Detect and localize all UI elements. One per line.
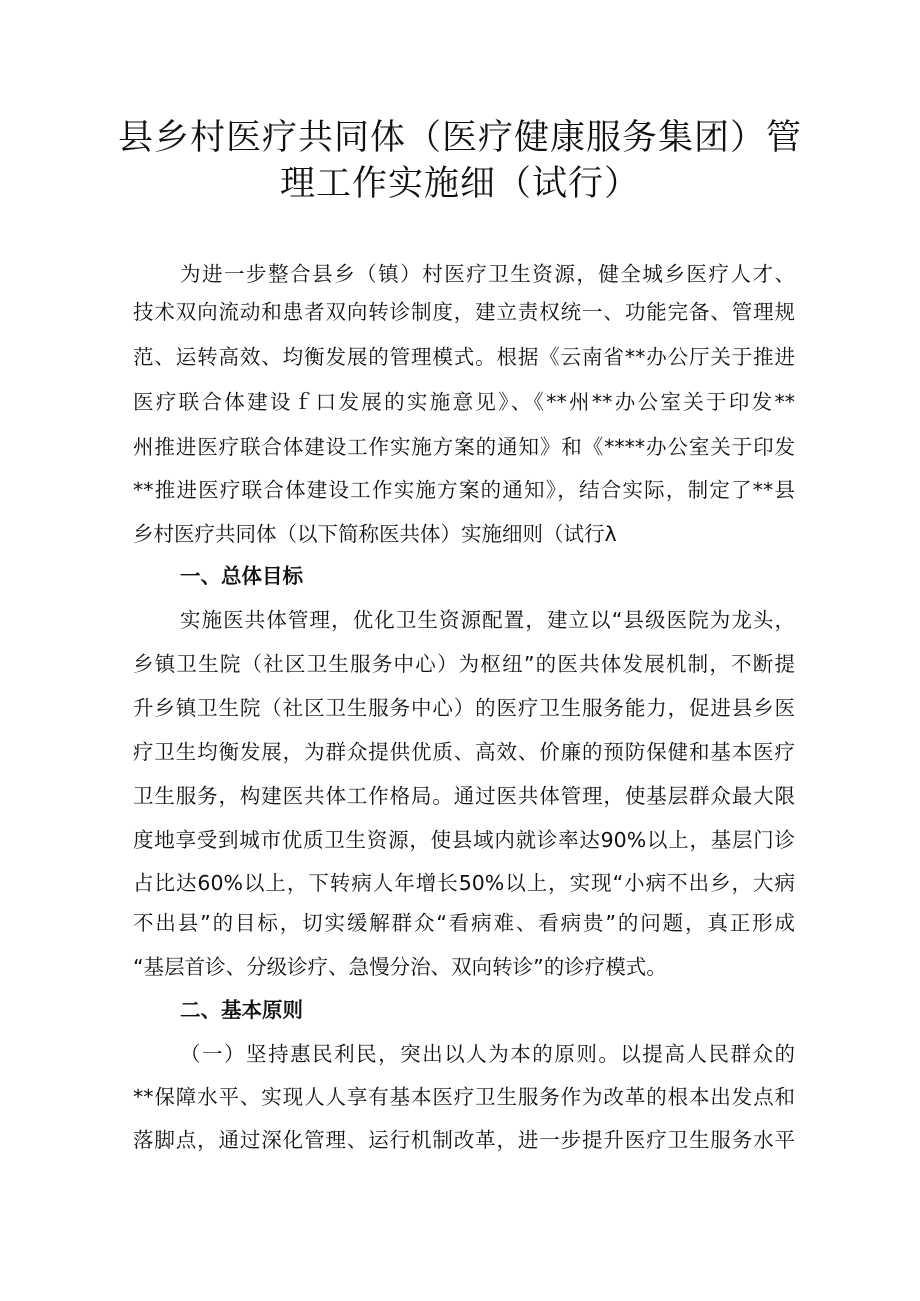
section-heading-basic-principles: 二、基本原则	[180, 998, 303, 1022]
document-title-line-2: 理工作实施细（试行）	[279, 164, 640, 204]
intro-line: 技术双向流动和患者双向转诊制度，建立责权统一、功能完备、管理规	[133, 300, 795, 324]
section1-line: 占比达60%以上，下转病人年增长50%以上，实现“小病不出乡，大病	[133, 871, 795, 895]
section1-line: 卫生服务，构建医共体工作格局。通过医共体管理，使基层群众最大限	[133, 784, 795, 808]
section2-line: （一）坚持惠民利民，突出以人为本的原则。以提高人民群众的	[180, 1042, 795, 1066]
intro-line: 为进一步整合县乡（镇）村医疗卫生资源，健全城乡医疗人才、	[180, 262, 795, 286]
section2-line: **保障水平、实现人人享有基本医疗卫生服务作为改革的根本出发点和	[133, 1085, 795, 1109]
section1-line: 实施医共体管理，优化卫生资源配置，建立以“县级医院为龙头，	[180, 608, 795, 632]
section-heading-overall-goal: 一、总体目标	[180, 564, 303, 588]
section1-line: 疗卫生均衡发展，为群众提供优质、高效、价廉的预防保健和基本医疗	[133, 740, 795, 764]
intro-line: **推进医疗联合体建设工作实施方案的通知》，结合实际，制定了**县	[133, 478, 795, 502]
section1-line: 乡镇卫生院（社区卫生服务中心）为枢纽”的医共体发展机制，不断提	[133, 652, 795, 676]
section2-line: 落脚点，通过深化管理、运行机制改革，进一步提升医疗卫生服务水平	[133, 1128, 795, 1152]
document-title-line-1: 县乡村医疗共同体（医疗健康服务集团）管	[117, 118, 802, 158]
section1-line: 不出县”的目标，切实缓解群众“看病难、看病贵”的问题，真正形成	[133, 911, 795, 935]
section1-line: “基层首诊、分级诊疗、急慢分治、双向转诊”的诊疗模式。	[133, 955, 667, 979]
intro-line: 州推进医疗联合体建设工作实施方案的通知》和《****办公室关于印发	[133, 435, 795, 459]
intro-line: 医疗联合体建设ｆ口发展的实施意见》、《**州**办公室关于印发**	[133, 390, 795, 414]
section1-line: 度地享受到城市优质卫生资源，使县域内就诊率达90%以上，基层门诊	[133, 828, 795, 852]
section1-line: 升乡镇卫生院（社区卫生服务中心）的医疗卫生服务能力，促进县乡医	[133, 696, 795, 720]
intro-line: 范、运转高效、均衡发展的管理模式。根据《云南省**办公厅关于推进	[133, 345, 795, 369]
intro-line: 乡村医疗共同体（以下简称医共体）实施细则（试行λ	[133, 522, 617, 546]
